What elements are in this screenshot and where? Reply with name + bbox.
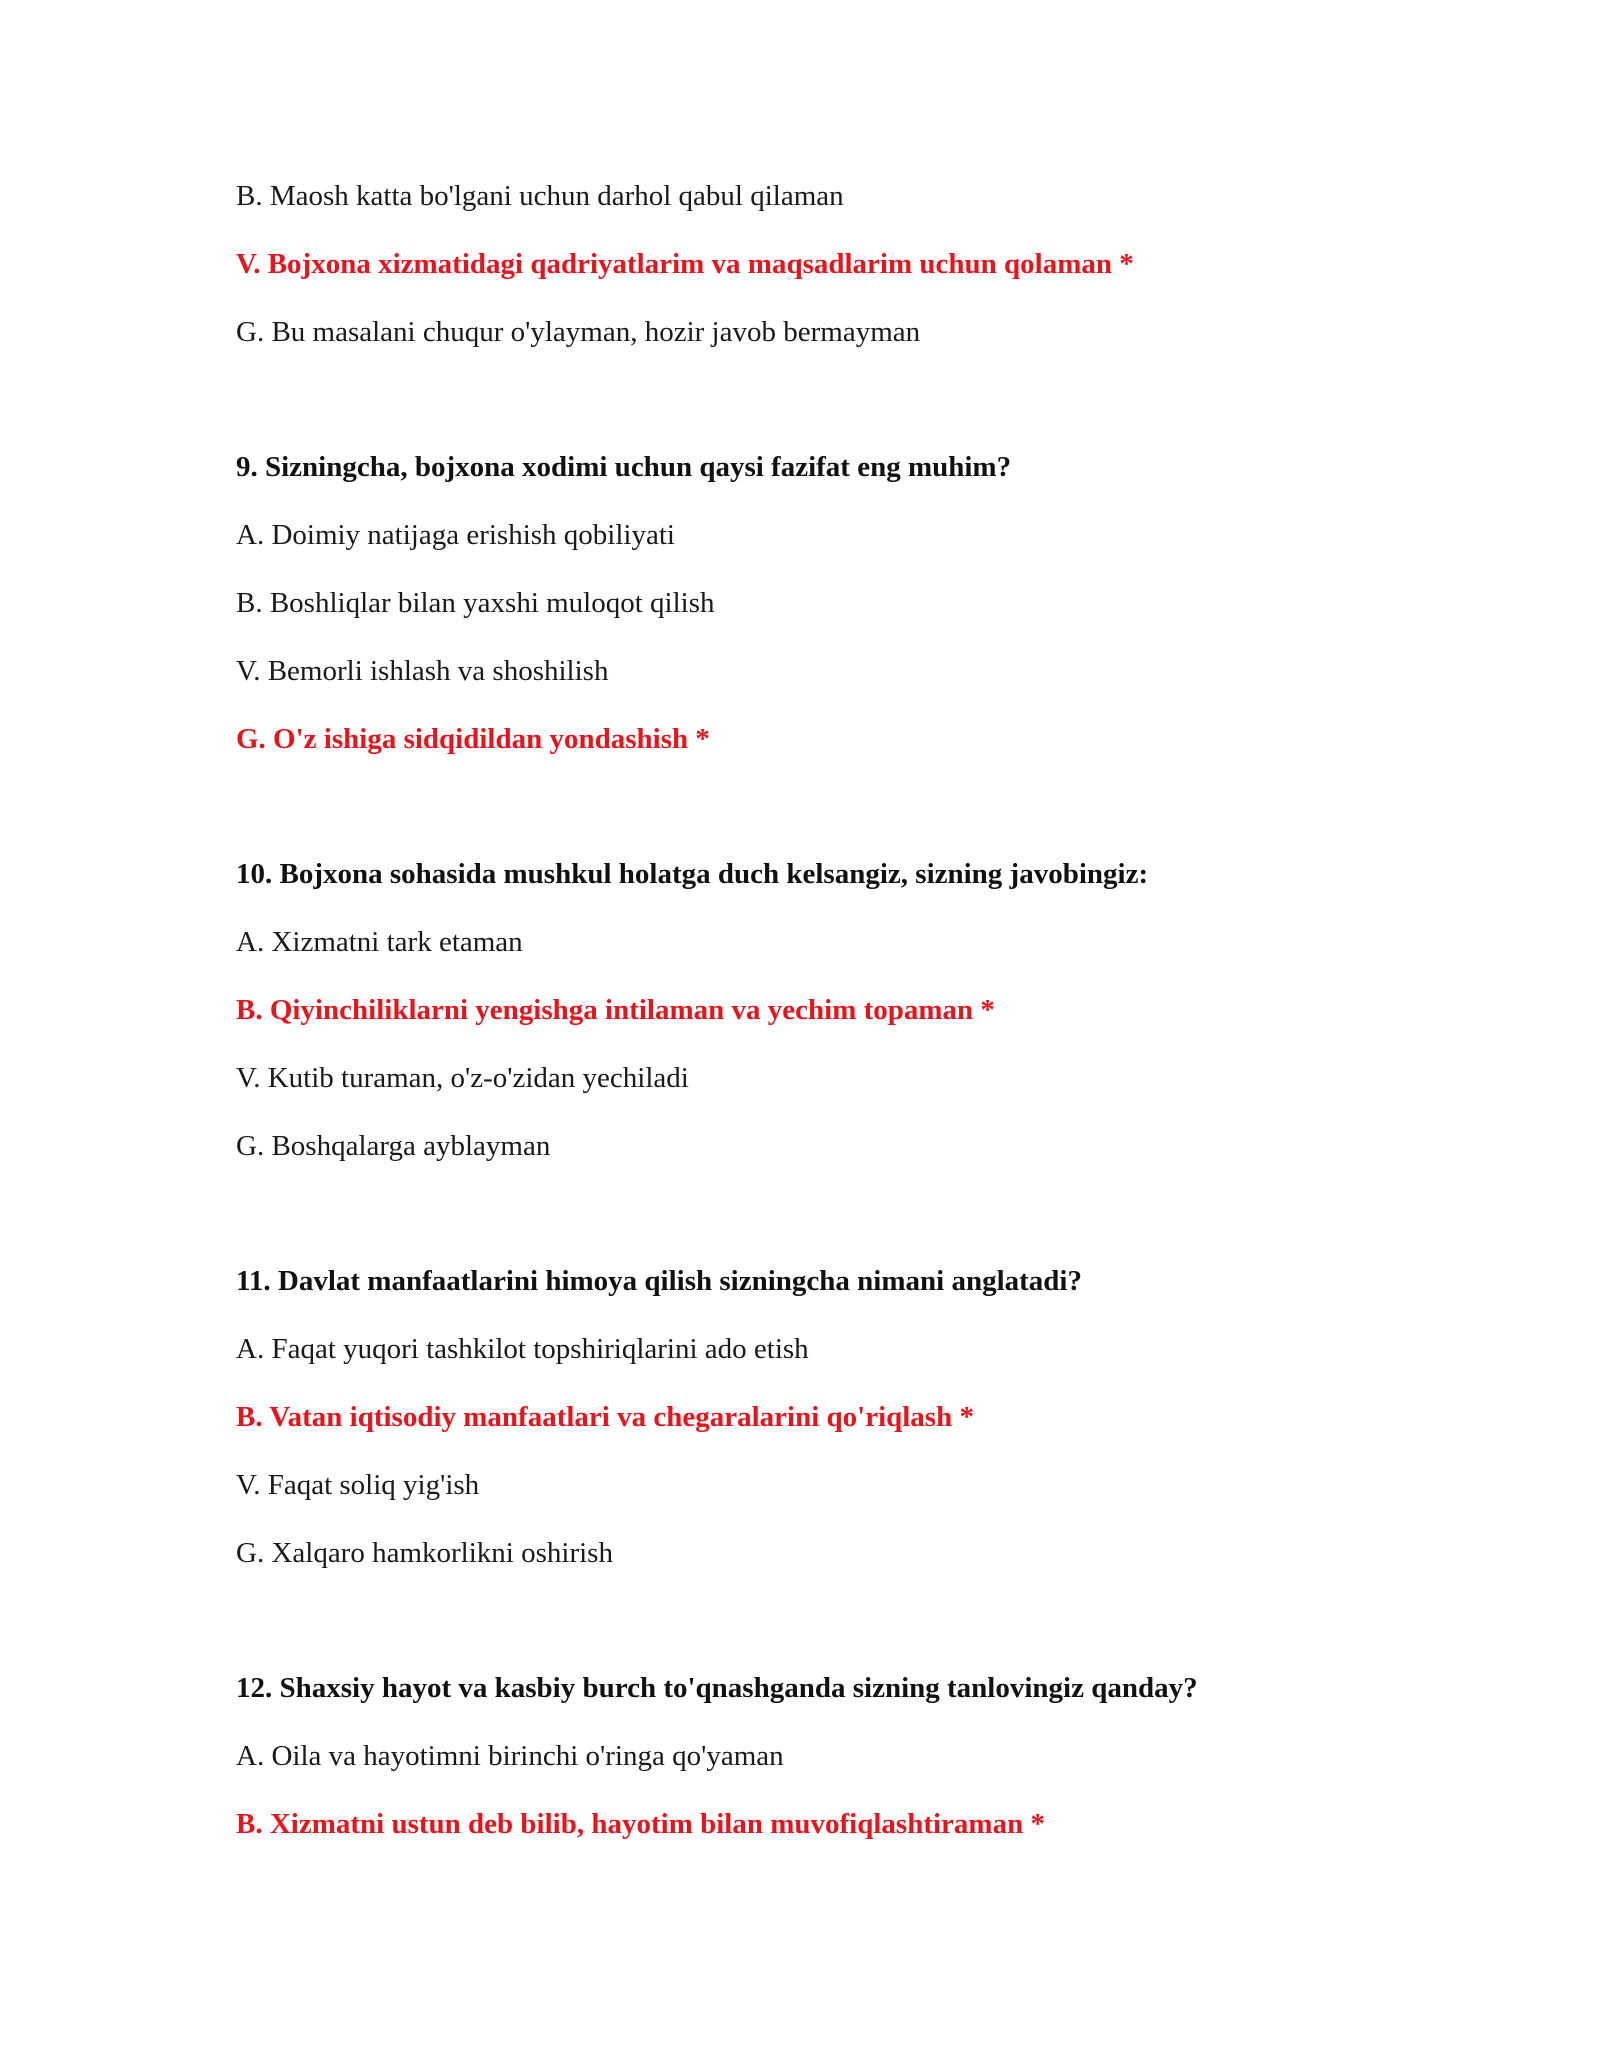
question-spacer [236,1196,1436,1263]
question-spacer [236,1603,1436,1670]
quiz-content [236,178,1436,1874]
answer-option: A. Oila va hayotimni birinchi o'ringa qo'yaman [236,1740,784,1772]
correct-answer-option: B. Vatan iqtisodiy manfaatlari va chegaralarini qo'riqlash * [236,1401,974,1433]
answer-option: G. Bu masalani chuqur o'ylayman, hozir javob bermayman [236,316,921,348]
question-9: 9. Sizningcha, bojxona xodimi uchun qaysi fazifat eng muhim? [236,451,1012,483]
question-spacer [236,789,1436,856]
answer-option: A. Doimiy natijaga erishish qobiliyati [236,519,675,551]
question-10: 10. Bojxona sohasida mushkul holatga duch kelsangiz, sizning javobingiz: [236,858,1149,890]
answer-option: G. Boshqalarga ayblayman [236,1130,551,1162]
question-spacer [236,382,1436,449]
answer-option: B. Maosh katta bo'lgani uchun darhol qabul qilaman [236,180,844,212]
answer-option: G. Xalqaro hamkorlikni oshirish [236,1537,613,1569]
question-11: 11. Davlat manfaatlarini himoya qilish sizningcha nimani anglatadi? [236,1265,1082,1297]
answer-option: V. Kutib turaman, o'z-o'zidan yechiladi [236,1062,689,1094]
correct-answer-option: B. Qiyinchiliklarni yengishga intilaman va yechim topaman * [236,994,995,1026]
answer-option: B. Boshliqlar bilan yaxshi muloqot qilish [236,587,715,619]
answer-option: A. Xizmatni tark etaman [236,926,523,958]
correct-answer-option: G. O'z ishiga sidqidildan yondashish * [236,723,710,755]
question-12: 12. Shaxsiy hayot va kasbiy burch to'qnashganda sizning tanlovingiz qanday? [236,1672,1198,1704]
answer-option: V. Bemorli ishlash va shoshilish [236,655,609,687]
correct-answer-option: V. Bojxona xizmatidagi qadriyatlarim va maqsadlarim uchun qolaman * [236,248,1134,280]
answer-option: V. Faqat soliq yig'ish [236,1469,480,1501]
correct-answer-option: B. Xizmatni ustun deb bilib, hayotim bilan muvofiqlashtiraman * [236,1808,1045,1840]
answer-option: A. Faqat yuqori tashkilot topshiriqlarini ado etish [236,1333,809,1365]
